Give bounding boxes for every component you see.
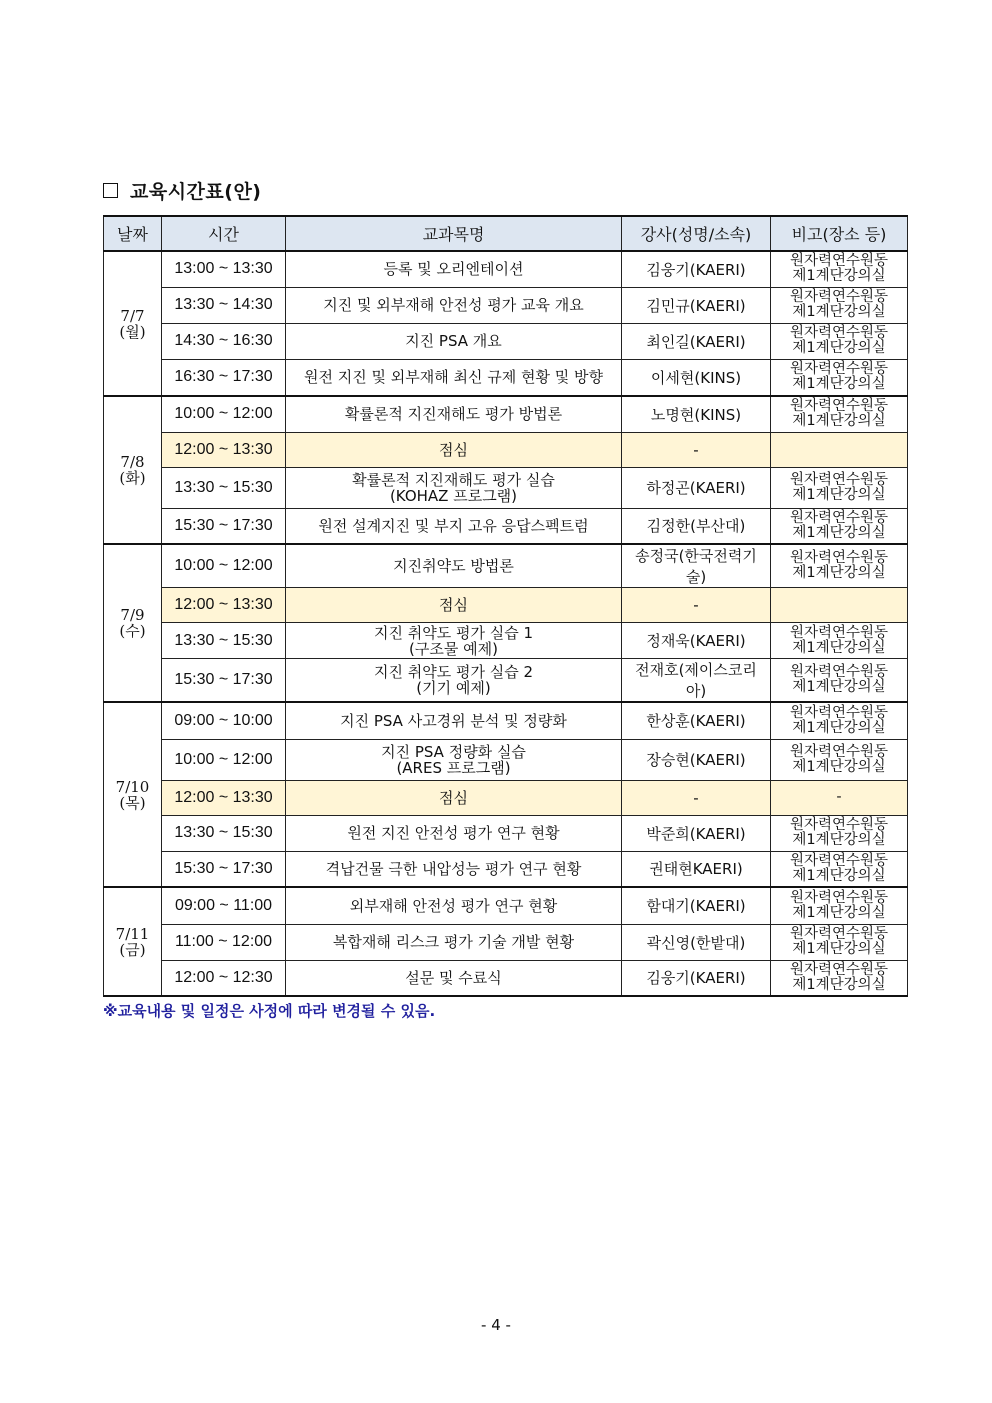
course-cell: 외부재해 안전성 평가 연구 현황 (286, 887, 622, 924)
table-row (104, 924, 908, 960)
course-cell: 점심 (286, 588, 622, 623)
header-lecturer: 강사(성명/소속) (622, 216, 771, 251)
time-cell: 15:30 ~ 17:30 (162, 508, 286, 544)
course-cell: 지진 PSA 사고경위 분석 및 정량화 (286, 702, 622, 739)
note-cell: 원자력연수원동 제1계단강의실 (771, 924, 908, 960)
note-cell: 원자력연수원동 제1계단강의실 (771, 508, 908, 544)
table-row (104, 508, 908, 544)
table-header-row (104, 216, 908, 251)
time-cell: 13:30 ~ 15:30 (162, 815, 286, 851)
course-cell: 지진 취약도 평가 실습 2 (기기 예제) (286, 659, 622, 703)
lecturer-cell: 이세현(KINS) (622, 359, 771, 396)
date-cell: 7/11 (금) (104, 887, 162, 996)
course-cell: 원전 지진 안전성 평가 연구 현황 (286, 815, 622, 851)
time-cell: 13:00 ~ 13:30 (162, 251, 286, 287)
course-cell: 확률론적 지진재해도 평가 방법론 (286, 396, 622, 432)
note-cell: 원자력연수원동 제1계단강의실 (771, 815, 908, 851)
note-cell: - (771, 780, 908, 815)
table-row (104, 588, 908, 623)
table-row (104, 432, 908, 467)
lecturer-cell: 권태현KAERI) (622, 851, 771, 887)
section-heading (103, 177, 262, 204)
section-title: 교육시간표(안) (130, 181, 262, 203)
table-row (104, 544, 908, 588)
date-cell: 7/10 (목) (104, 702, 162, 887)
time-cell: 13:30 ~ 15:30 (162, 623, 286, 659)
lecturer-cell: 노명현(KINS) (622, 396, 771, 432)
lecturer-cell: 김웅기(KAERI) (622, 960, 771, 996)
table-row (104, 623, 908, 659)
lecturer-cell: 송정국(한국전력기술) (622, 544, 771, 588)
note-cell: 원자력연수원동 제1계단강의실 (771, 359, 908, 396)
time-cell: 12:00 ~ 13:30 (162, 588, 286, 623)
lecturer-cell: 정재욱(KAERI) (622, 623, 771, 659)
note-cell: 원자력연수원동 제1계단강의실 (771, 323, 908, 359)
header-time: 시간 (162, 216, 286, 251)
time-cell: 13:30 ~ 14:30 (162, 287, 286, 323)
time-cell: 15:30 ~ 17:30 (162, 659, 286, 703)
lecturer-cell: - (622, 432, 771, 467)
course-cell: 지진 PSA 정량화 실습 (ARES 프로그램) (286, 739, 622, 780)
time-cell: 15:30 ~ 17:30 (162, 851, 286, 887)
course-cell: 원전 지진 및 외부재해 최신 규제 현황 및 방향 (286, 359, 622, 396)
date-cell: 7/7 (월) (104, 251, 162, 396)
table-row (104, 287, 908, 323)
note-cell: 원자력연수원동 제1계단강의실 (771, 960, 908, 996)
header-course: 교과목명 (286, 216, 622, 251)
table-row (104, 739, 908, 780)
lecturer-cell: 하정곤(KAERI) (622, 467, 771, 508)
lecturer-cell: 전재호(제이스코리아) (622, 659, 771, 703)
note-cell: 원자력연수원동 제1계단강의실 (771, 544, 908, 588)
page-number: - 4 - (481, 1316, 511, 1334)
lecturer-cell: 박준희(KAERI) (622, 815, 771, 851)
course-cell: 점심 (286, 780, 622, 815)
lecturer-cell: 김웅기(KAERI) (622, 251, 771, 287)
lecturer-cell: 최인길(KAERI) (622, 323, 771, 359)
lecturer-cell: 장승현(KAERI) (622, 739, 771, 780)
course-cell: 원전 설계지진 및 부지 고유 응답스펙트럼 (286, 508, 622, 544)
course-cell: 지진취약도 방법론 (286, 544, 622, 588)
note-cell: 원자력연수원동 제1계단강의실 (771, 887, 908, 924)
checkbox-square-icon (103, 183, 118, 198)
table-row (104, 323, 908, 359)
lecturer-cell: - (622, 780, 771, 815)
time-cell: 14:30 ~ 16:30 (162, 323, 286, 359)
time-cell: 10:00 ~ 12:00 (162, 544, 286, 588)
note-cell: 원자력연수원동 제1계단강의실 (771, 467, 908, 508)
table-row (104, 467, 908, 508)
header-date: 날짜 (104, 216, 162, 251)
lecturer-cell: 곽신영(한밭대) (622, 924, 771, 960)
table-row (104, 960, 908, 996)
lecturer-cell: 한상훈(KAERI) (622, 702, 771, 739)
note-cell: 원자력연수원동 제1계단강의실 (771, 287, 908, 323)
table-row (104, 780, 908, 815)
time-cell: 10:00 ~ 12:00 (162, 396, 286, 432)
note-cell: 원자력연수원동 제1계단강의실 (771, 851, 908, 887)
course-cell: 격납건물 극한 내압성능 평가 연구 현황 (286, 851, 622, 887)
note-cell: 원자력연수원동 제1계단강의실 (771, 739, 908, 780)
course-cell: 지진 PSA 개요 (286, 323, 622, 359)
table-row (104, 659, 908, 703)
course-cell: 점심 (286, 432, 622, 467)
schedule-table (103, 215, 908, 997)
time-cell: 16:30 ~ 17:30 (162, 359, 286, 396)
note-cell: 원자력연수원동 제1계단강의실 (771, 623, 908, 659)
course-cell: 복합재해 리스크 평가 기술 개발 현황 (286, 924, 622, 960)
table-row (104, 815, 908, 851)
table-row (104, 359, 908, 396)
lecturer-cell: 김민규(KAERI) (622, 287, 771, 323)
note-cell: 원자력연수원동 제1계단강의실 (771, 659, 908, 703)
table-row (104, 702, 908, 739)
time-cell: 12:00 ~ 13:30 (162, 780, 286, 815)
note-cell: 원자력연수원동 제1계단강의실 (771, 396, 908, 432)
date-cell: 7/8 (화) (104, 396, 162, 544)
footnote: ※교육내용 및 일정은 사정에 따라 변경될 수 있음. (103, 1002, 436, 1020)
time-cell: 13:30 ~ 15:30 (162, 467, 286, 508)
lecturer-cell: 김정한(부산대) (622, 508, 771, 544)
course-cell: 지진 및 외부재해 안전성 평가 교육 개요 (286, 287, 622, 323)
table-row (104, 851, 908, 887)
date-cell: 7/9 (수) (104, 544, 162, 702)
time-cell: 12:00 ~ 12:30 (162, 960, 286, 996)
note-cell (771, 432, 908, 467)
note-cell (771, 588, 908, 623)
schedule-body (104, 251, 908, 996)
course-cell: 확률론적 지진재해도 평가 실습 (KOHAZ 프로그램) (286, 467, 622, 508)
lecturer-cell: 함대기(KAERI) (622, 887, 771, 924)
time-cell: 12:00 ~ 13:30 (162, 432, 286, 467)
time-cell: 11:00 ~ 12:00 (162, 924, 286, 960)
table-row (104, 251, 908, 287)
header-note: 비고(장소 등) (771, 216, 908, 251)
course-cell: 설문 및 수료식 (286, 960, 622, 996)
time-cell: 10:00 ~ 12:00 (162, 739, 286, 780)
note-cell: 원자력연수원동 제1계단강의실 (771, 702, 908, 739)
course-cell: 등록 및 오리엔테이션 (286, 251, 622, 287)
lecturer-cell: - (622, 588, 771, 623)
note-cell: 원자력연수원동 제1계단강의실 (771, 251, 908, 287)
time-cell: 09:00 ~ 11:00 (162, 887, 286, 924)
course-cell: 지진 취약도 평가 실습 1 (구조물 예제) (286, 623, 622, 659)
table-row (104, 396, 908, 432)
table-row (104, 887, 908, 924)
time-cell: 09:00 ~ 10:00 (162, 702, 286, 739)
